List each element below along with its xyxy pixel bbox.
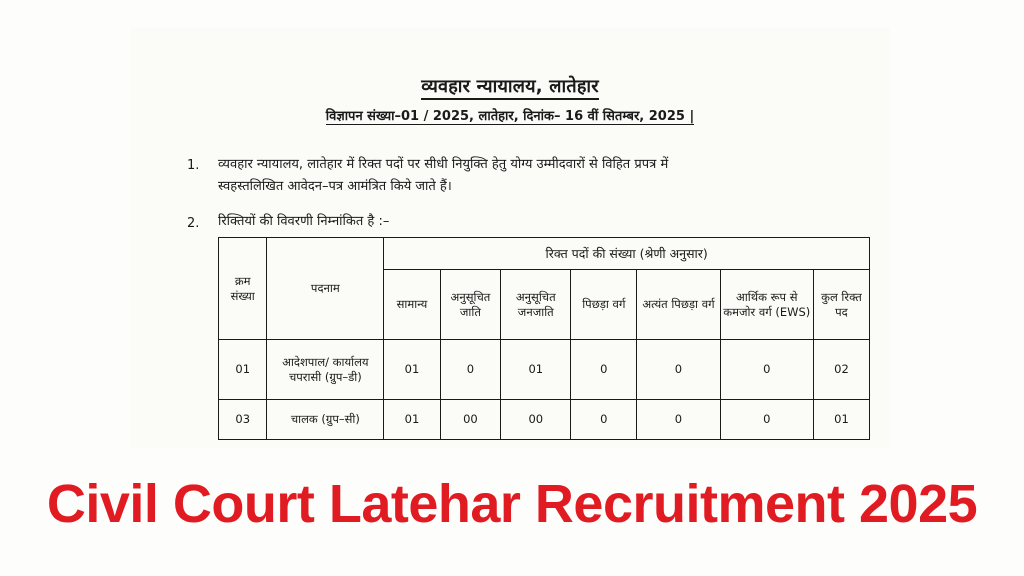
item-1-text (218, 154, 888, 198)
cell-bc: 0 (571, 340, 637, 400)
header-general: सामान्य (384, 270, 440, 340)
table-row (219, 340, 870, 400)
header-st: अनुसूचित जनजाति (501, 270, 571, 340)
header-ebc: अत्यंत पिछड़ा वर्ग (637, 270, 720, 340)
cell-ews: 0 (720, 340, 813, 400)
cell-sc: 0 (440, 340, 501, 400)
cell-ews: 0 (720, 400, 813, 440)
cell-bc: 0 (571, 400, 637, 440)
header-bc: पिछड़ा वर्ग (571, 270, 637, 340)
cell-ebc: 0 (637, 340, 720, 400)
header-serial: क्रम संख्या (219, 238, 267, 340)
header-ews: आर्थिक रूप से कमजोर वर्ग (EWS) (720, 270, 813, 340)
recruitment-banner-title: Civil Court Latehar Recruitment 2025 (46, 474, 978, 534)
item-2-text: रिक्तियों की विवरणी निम्नांकित है :– (218, 214, 390, 229)
cell-ebc: 0 (637, 400, 720, 440)
row-post: चालक (ग्रुप–सी) (267, 400, 384, 440)
item-1-line-2: स्वहस्तलिखित आवेदन–पत्र आमंत्रित किये जाते हैं। (218, 179, 452, 194)
notice-title: व्यवहार न्यायालय, लातेहार (130, 74, 890, 98)
row-serial: 01 (219, 340, 267, 400)
item-1-line-1: व्यवहार न्यायालय, लातेहार में रिक्त पदों पर सीधी नियुक्ति हेतु योग्य उम्मीदवारों से विहित प्रपत्र में (218, 157, 669, 172)
header-post: पदनाम (267, 238, 384, 340)
row-post: आदेशपाल/ कार्यालय चपरासी (ग्रुप–डी) (267, 340, 384, 400)
cell-general: 01 (384, 340, 440, 400)
row-serial: 03 (219, 400, 267, 440)
vacancy-table (218, 237, 870, 440)
cell-general: 01 (384, 400, 440, 440)
cell-total: 01 (813, 400, 869, 440)
table-row (219, 400, 870, 440)
item-number-2: 2. (187, 216, 200, 231)
cell-sc: 00 (440, 400, 501, 440)
header-total: कुल रिक्त पद (813, 270, 869, 340)
cell-total: 02 (813, 340, 869, 400)
header-category-group: रिक्त पदों की संख्या (श्रेणी अनुसार) (384, 238, 870, 270)
cell-st: 01 (501, 340, 571, 400)
cell-st: 00 (501, 400, 571, 440)
header-sc: अनुसूचित जाति (440, 270, 501, 340)
notice-subtitle: विज्ञापन संख्या–01 / 2025, लातेहार, दिनांक– 16 वीं सितम्बर, 2025 | (325, 109, 695, 124)
item-number-1: 1. (187, 158, 200, 173)
